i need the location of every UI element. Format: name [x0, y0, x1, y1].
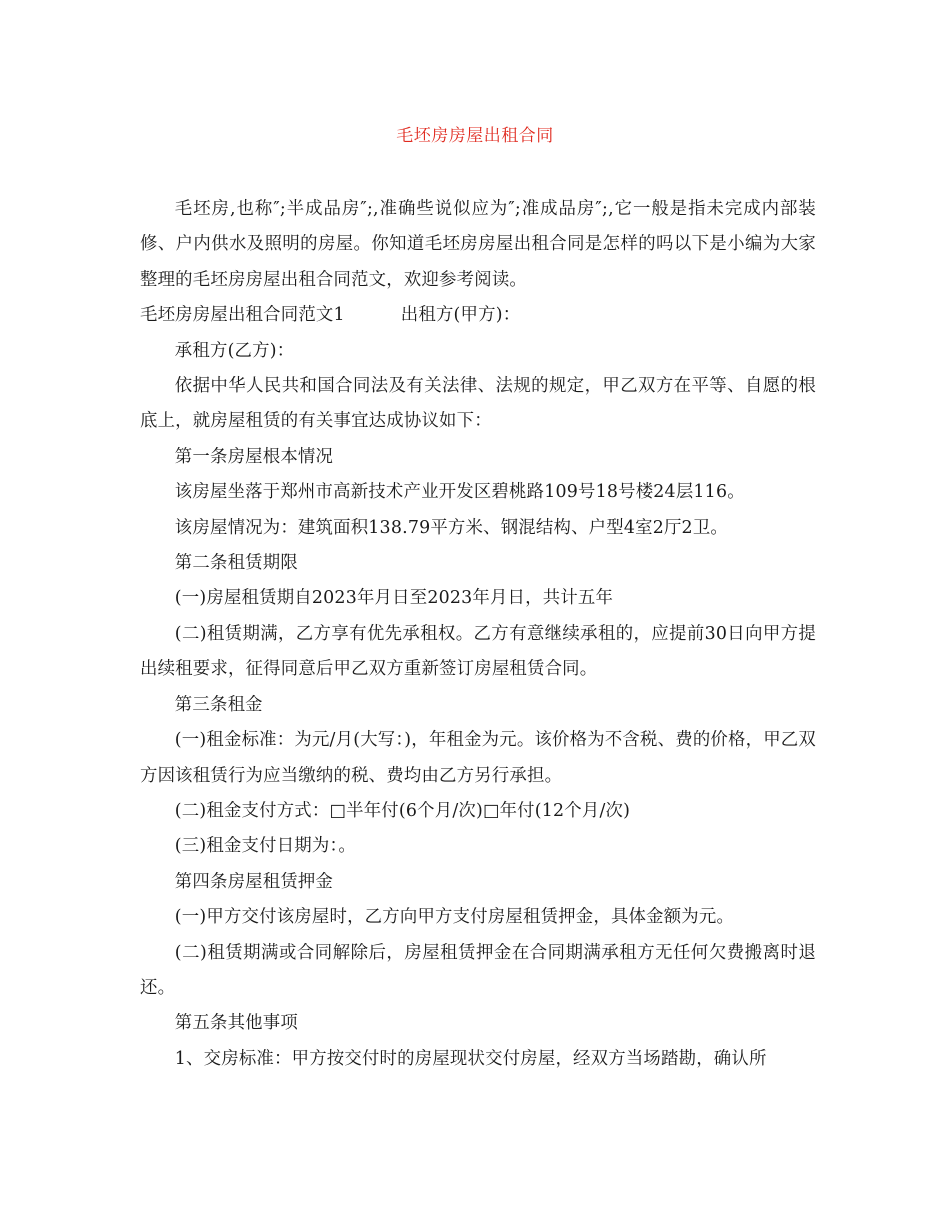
article-4-item-1: (一)甲方交付该房屋时，乙方向甲方支付房屋租赁押金，具体金额为元。 [174, 907, 735, 928]
article-3-item-3: (三)租金支付日期为：。 [174, 836, 356, 857]
article-1-condition: 该房屋情况为：建筑面积138.79平方米、钢混结构、户型4室2厅2卫。 [174, 517, 728, 538]
article-3-title: 第三条租金 [174, 694, 263, 715]
lessee-label: 承租方(乙方)： [174, 340, 295, 361]
preamble-paragraph: 依据中华人民共和国合同法及有关法律、法规的规定，甲乙双方在平等、自愿的根底上，就房屋租赁的有关事宜达成协议如下： [140, 376, 816, 432]
intro-paragraph: 毛坯房,也称″;半成品房″;,准确些说似应为″;准成品房″;,它一般是指未完成内部装修、户内供水及照明的房屋。你知道毛坯房房屋出租合同是怎样的吗以下是小编为大家整理的毛坯房房屋出租合同范文，欢迎参考阅读。 [140, 199, 816, 290]
article-3-item-1: (一)租金标准：为元/月(大写：)，年租金为元。该价格为不含税、费的价格，甲乙双方因该租赁行为应当缴纳的税、费均由乙方另行承担。 [140, 730, 816, 786]
article-2-title: 第二条租赁期限 [174, 553, 298, 574]
document-title: 毛坯房房屋出租合同 [396, 126, 554, 146]
article-5-item-1: 1、交房标准：甲方按交付时的房屋现状交付房屋，经双方当场踏勘，确认所 [174, 1048, 767, 1069]
article-4-item-2: (二)租赁期满或合同解除后，房屋租赁押金在合同期满承租方无任何欠费搬离时退还。 [140, 942, 816, 998]
article-1-title: 第一条房屋根本情况 [174, 446, 334, 467]
article-2-item-2: (二)租赁期满，乙方享有优先承租权。乙方有意继续承租的，应提前30日向甲方提出续租要求，征得同意后甲乙双方重新签订房屋租赁合同。 [140, 623, 816, 680]
lessor-label: 出租方(甲方)： [400, 305, 521, 326]
article-4-title: 第四条房屋租赁押金 [174, 871, 334, 892]
article-2-item-1: (一)房屋租赁期自2023年月日至2023年月日，共计五年 [174, 588, 614, 609]
document-body [140, 192, 816, 1077]
article-1-location: 该房屋坐落于郑州市高新技术产业开发区碧桃路109号18号楼24层116。 [174, 482, 745, 503]
article-3-item-2: (二)租金支付方式：□半年付(6个月/次)□年付(12个月/次) [174, 800, 631, 821]
article-5-title: 第五条其他事项 [174, 1013, 298, 1034]
sample-heading: 毛坯房房屋出租合同范文1 [140, 305, 345, 326]
sample-heading-line [140, 298, 816, 333]
